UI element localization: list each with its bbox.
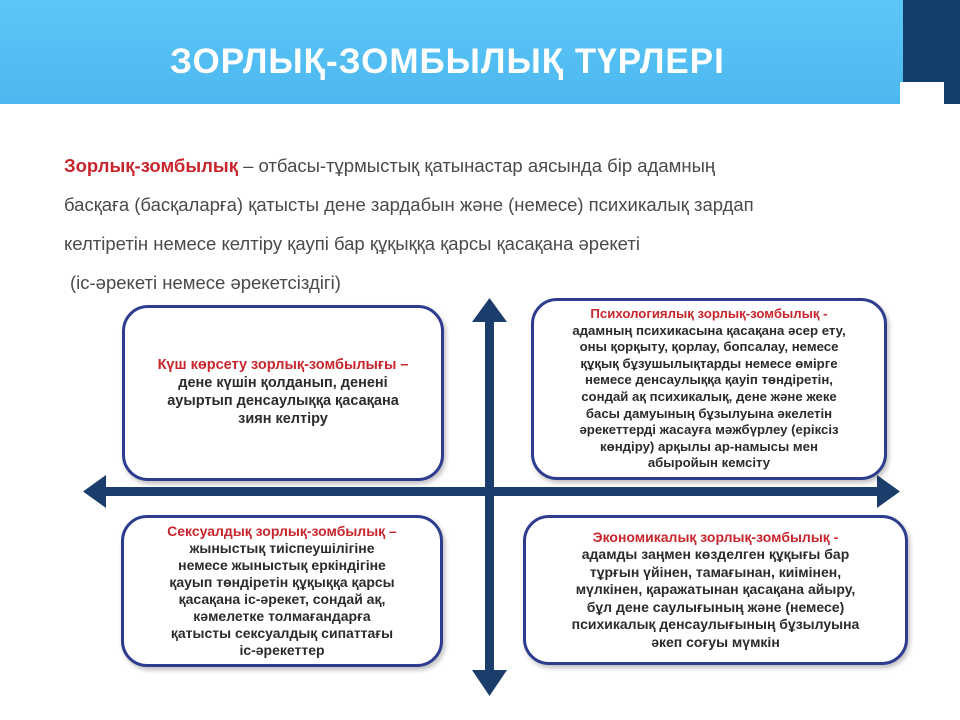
card-physical-violence (122, 305, 444, 481)
card-physical-title: Күш көрсету зорлық-зомбылығы – (157, 357, 409, 374)
right-arrow-icon (877, 475, 900, 508)
horizontal-axis-line (100, 487, 880, 496)
definition-line-2: басқаға (басқаларға) қатысты дене зардабын және (немесе) психикалық зардап (64, 194, 754, 215)
card-economic-title: Экономикалық зорлық-зомбылық - (592, 528, 839, 545)
definition-line-4: (іс-әрекеті немесе әрекетсіздігі) (70, 272, 341, 293)
definition-line-1-rest: – отбасы-тұрмыстық қатынастар аясында бір адамның (237, 155, 716, 176)
definition-line-3: келтіретін немесе келтіру қаупі бар құқыққа қарсы қасақана әрекеті (64, 233, 640, 254)
card-sexual-title: Сексуалдық зорлық-зомбылық – (167, 523, 397, 539)
card-psychological-title: Психологиялық зорлық-зомбылық - (590, 306, 828, 322)
card-sexual-body: жыныстық тиіспеушілігіне немесе жыныстық еркіндігіне қауып төндіретін құқыққа қарсы қасақана іс-әрекет, сондай ақ, кәмелетке толмағандарға қатысты сексуалдық сипаттағы іс-әрекеттер (169, 540, 395, 658)
card-physical-body: дене күшін қолданып, денені ауыртып денсаулыққа қасақана зиян келтіру (167, 375, 399, 427)
card-economic-body: адамды заңмен көзделген құқығы бар тұрғын үйінен, тамағынан, киімінен, мүлкінен, қаражатынан қасақана айыру, бұл дене саулығының және (немесе) психикалық денсаулығының бұзылуына әкеп соғуы мүмкін (571, 546, 860, 650)
definition-term: Зорлық-зомбылық (64, 155, 238, 176)
slide-title: ЗОРЛЫҚ-ЗОМБЫЛЫҚ ТҮРЛЕРІ (170, 42, 725, 81)
down-arrow-icon (472, 670, 507, 696)
card-psychological-body: адамның психикасына қасақана әсер ету, оны қорқыту, қорлау, бопсалау, немесе құқық бұзушылықтарды немесе өмірге немесе денсаулыққа қауіп төндіретін, сондай ақ психикалық, дене және жеке басы дамуының бұзылуына әкелетін әрекеттерді жасауға мәжбүрлеу (еріксіз көндіру) арқылы ар-намысы мен абыройын кемсіту (572, 322, 846, 471)
card-economic-violence (523, 515, 908, 665)
left-arrow-icon (83, 475, 106, 508)
card-psychological-violence (531, 298, 887, 480)
card-sexual-violence (121, 515, 443, 667)
up-arrow-icon (472, 298, 507, 322)
